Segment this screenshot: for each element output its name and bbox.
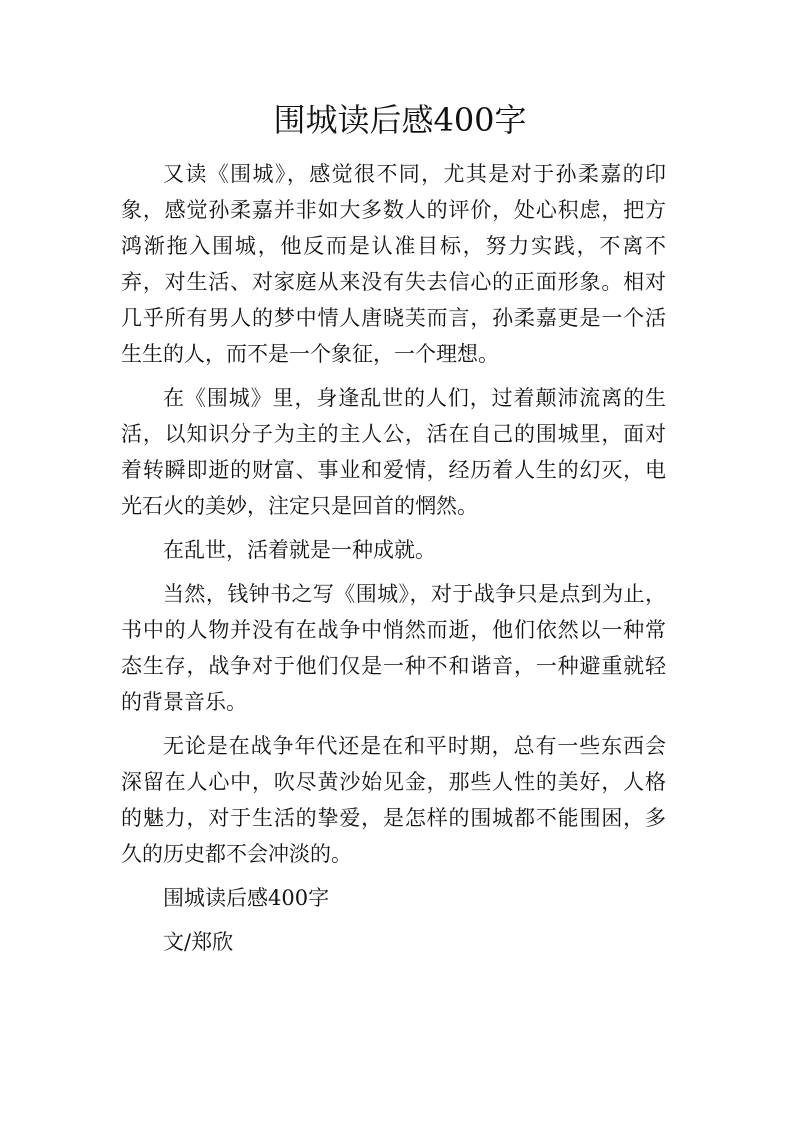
paragraph-5: 无论是在战争年代还是在和平时期，总有一些东西会深留在人心中，吹尽黄沙始见金，那些人性的美好，人格的魅力，对于生活的挚爱，是怎样的围城都不能围困，多久的历史都不会冲淡的。 <box>121 734 666 866</box>
paragraph-2: 在《围城》里，身逢乱世的人们，过着颠沛流离的生活，以知识分子为主的主人公，活在自己的围城里，面对着转瞬即逝的财富、事业和爱情，经历着人生的幻灭，电光石火的美妙，注定只是回首的惘然。 <box>121 386 666 518</box>
footer-title: 围城读后感400字 <box>163 886 330 910</box>
document-body <box>121 156 666 968</box>
paragraph-4: 当然，钱钟书之写《围城》，对于战争只是点到为止，书中的人物并没有在战争中悄然而逝，他们依然以一种常态生存，战争对于他们仅是一种不和谐音，一种避重就轻的背景音乐。 <box>121 582 666 714</box>
author-line: 文/郑欣 <box>163 930 234 954</box>
document-title: 围城读后感400字 <box>273 101 527 139</box>
paragraph-1: 又读《围城》，感觉很不同，尤其是对于孙柔嘉的印象，感觉孙柔嘉并非如大多数人的评价，处心积虑，把方鸿渐拖入围城，他反而是认准目标，努力实践，不离不弃，对生活、对家庭从来没有失去信心的正面形象。相对几乎所有男人的梦中情人唐晓芙而言，孙柔嘉更是一个活生生的人，而不是一个象征，一个理想。 <box>121 162 666 366</box>
paragraph-3: 在乱世，活着就是一种成就。 <box>163 538 436 562</box>
